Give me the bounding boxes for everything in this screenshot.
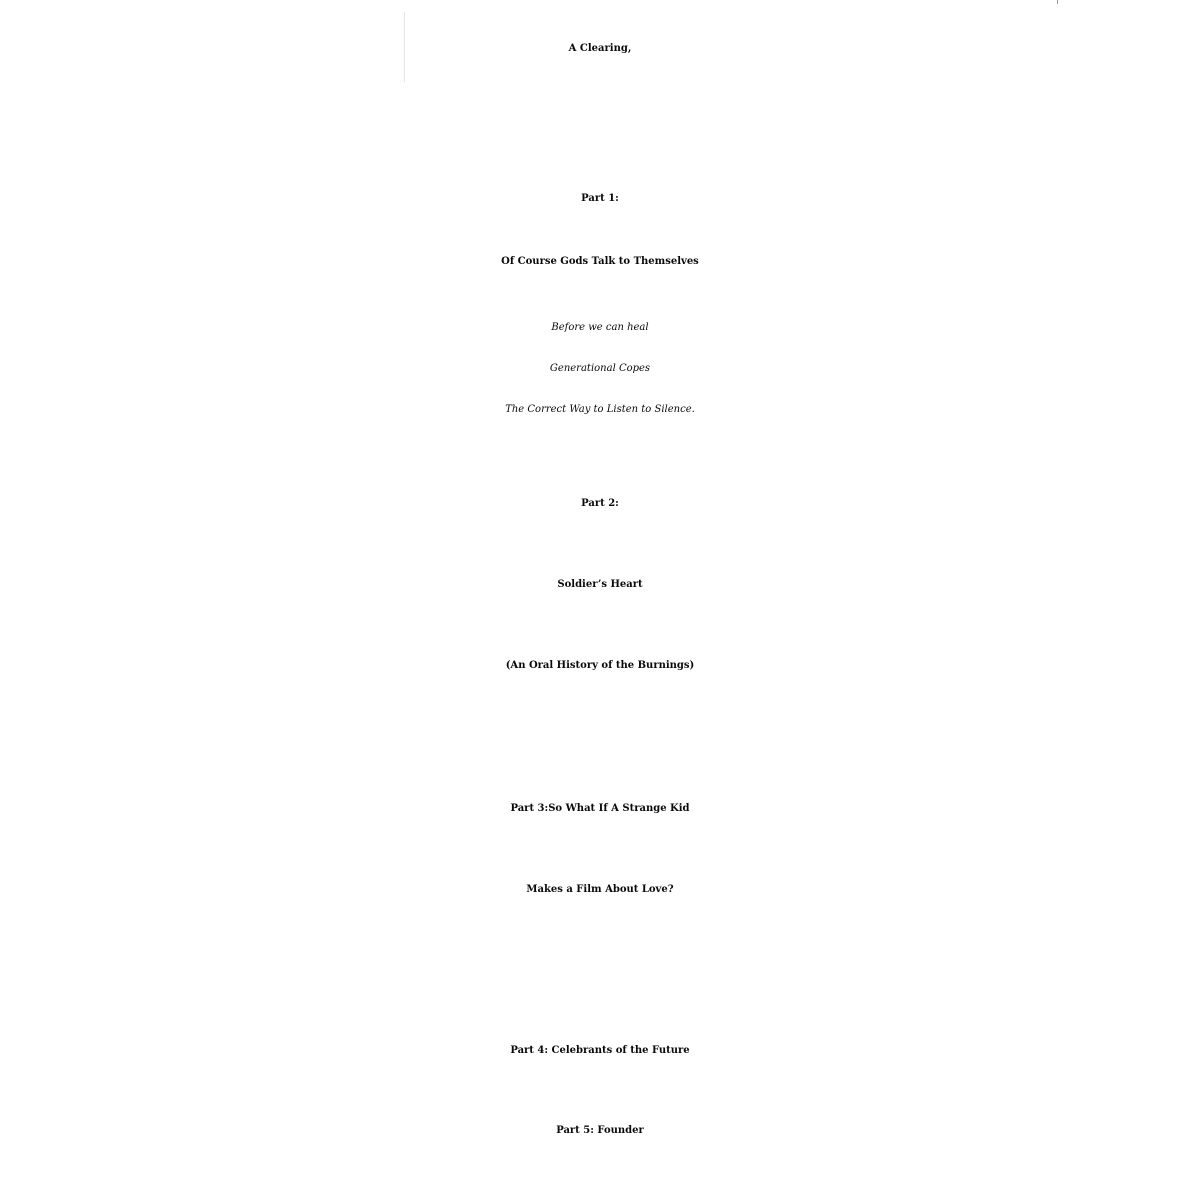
part-1-item: Before we can heal: [551, 322, 649, 333]
document-title: A Clearing,: [568, 43, 632, 54]
part-1-heading: Part 1:: [581, 193, 619, 204]
part-1-item: Generational Copes: [549, 363, 651, 374]
part-1-item: The Correct Way to Listen to Silence.: [505, 404, 695, 415]
part-5-title: Part 5: Founder: [556, 1125, 644, 1136]
part-2-title: Soldier’s Heart: [557, 579, 643, 590]
part-4-title: Part 4: Celebrants of the Future: [510, 1045, 690, 1056]
part-3-title-line-2: Makes a Film About Love?: [526, 884, 674, 895]
part-1-title: Of Course Gods Talk to Themselves: [501, 256, 699, 267]
part-3-title-line-1: Part 3:So What If A Strange Kid: [510, 803, 690, 814]
part-2-subtitle: (An Oral History of the Burnings): [505, 660, 695, 671]
page-edge-mark: [1057, 0, 1058, 4]
part-2-heading: Part 2:: [581, 498, 619, 509]
